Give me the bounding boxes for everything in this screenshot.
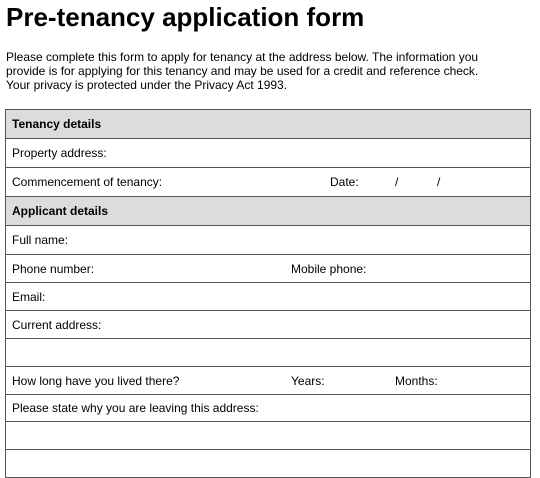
current-address-field[interactable]	[6, 311, 531, 339]
how-long-row[interactable]	[6, 367, 531, 395]
intro-line: Please complete this form to apply for tenancy at the address below. The information you	[6, 50, 479, 64]
why-leaving-continuation-field[interactable]	[6, 450, 531, 478]
months-label: Months:	[395, 373, 438, 388]
full-name-field[interactable]	[6, 226, 531, 255]
commencement-row[interactable]	[6, 168, 531, 197]
intro-line: Your privacy is protected under the Privacy Act 1993.	[6, 78, 288, 92]
intro-line: provide is for applying for this tenancy and may be used for a credit and reference check.	[6, 64, 479, 78]
property-address-field[interactable]	[6, 139, 531, 168]
commencement-field[interactable]	[6, 168, 531, 197]
property-address-label: Property address:	[12, 146, 107, 160]
how-long-field[interactable]	[6, 367, 531, 395]
how-long-label: How long have you lived there?	[12, 373, 180, 388]
intro-paragraph	[6, 50, 531, 92]
why-leaving-field[interactable]	[6, 395, 531, 422]
why-leaving-extra-row[interactable]	[6, 422, 531, 450]
phone-row[interactable]	[6, 255, 531, 283]
full-name-label: Full name:	[12, 233, 69, 247]
email-row[interactable]	[6, 283, 531, 311]
current-address-extra-row[interactable]	[6, 339, 531, 367]
why-leaving-extra-row[interactable]	[6, 450, 531, 478]
property-address-row[interactable]	[6, 139, 531, 168]
years-label: Years:	[291, 373, 325, 388]
date-separator: /	[395, 175, 399, 189]
full-name-row[interactable]	[6, 226, 531, 255]
commencement-label: Commencement of tenancy:	[12, 175, 163, 189]
email-label: Email:	[12, 289, 46, 304]
current-address-continuation-field[interactable]	[6, 339, 531, 367]
tenancy-details-header-row	[6, 110, 531, 139]
why-leaving-continuation-field[interactable]	[6, 422, 531, 450]
date-label: Date:	[330, 175, 359, 189]
phone-number-label: Phone number:	[12, 261, 95, 276]
phone-field[interactable]	[6, 255, 531, 283]
applicant-details-header-row	[6, 197, 531, 226]
application-form-table	[5, 109, 531, 478]
section-heading-applicant: Applicant details	[6, 197, 531, 226]
email-field[interactable]	[6, 283, 531, 311]
date-separator: /	[437, 175, 441, 189]
mobile-phone-label: Mobile phone:	[291, 261, 367, 276]
section-heading-tenancy: Tenancy details	[6, 110, 531, 139]
current-address-label: Current address:	[12, 317, 102, 332]
current-address-row[interactable]	[6, 311, 531, 339]
page-title: Pre-tenancy application form	[6, 2, 365, 32]
why-leaving-label: Please state why you are leaving this address:	[12, 401, 259, 415]
why-leaving-row[interactable]	[6, 395, 531, 422]
